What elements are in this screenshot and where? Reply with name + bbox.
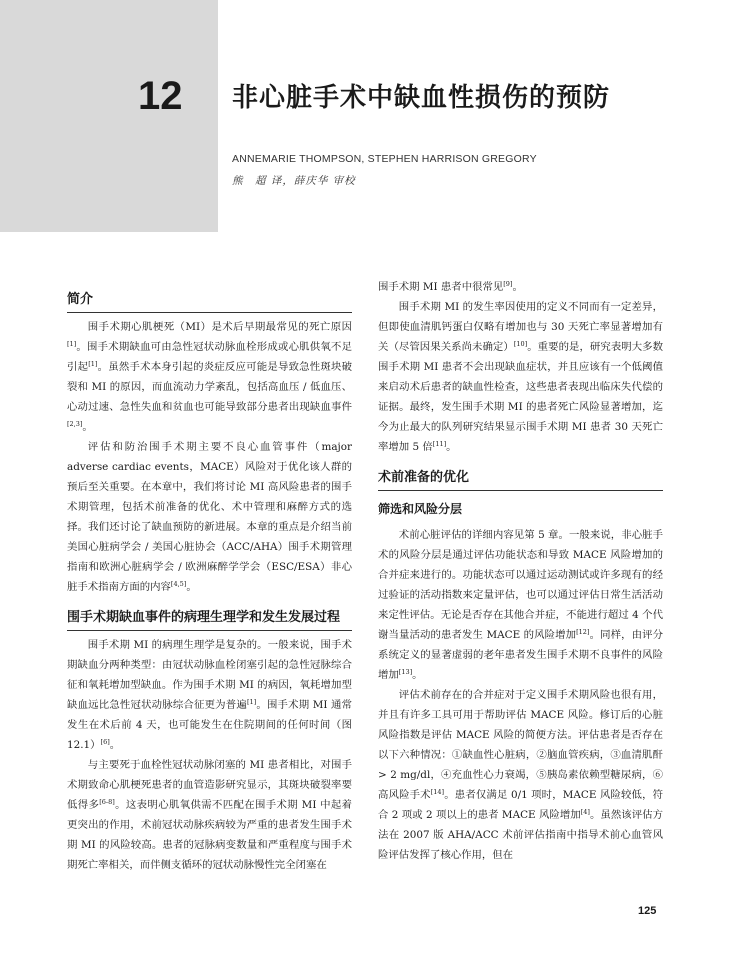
citation: [1]	[88, 360, 98, 368]
citation: [6]	[100, 738, 110, 746]
page-number: 125	[638, 905, 657, 917]
paragraph: 术前心脏评估的详细内容见第 5 章。一般来说，非心脏手术的风险分层是通过评估功能状态和导致 MACE 风险增加的合并症来进行的。功能状态可以通过运动测试或许多现有的经过验证的活动指数来定量评估，也可以通过评估日常生活活动来定性评估。无论是否存在其他合并症，不能进行超过 4 个代谢当量活动的患者发生 MACE 的风险增加[12]。同样，由评分系统定义的显著虚弱的老年患者发生围手术期不良事件的风险增加[13]。	[378, 529, 663, 681]
citation: [4]	[580, 808, 590, 816]
paragraph: 评估和防治围手术期主要不良心血管事件（major adverse cardiac events，MACE）风险对于优化该人群的预后至关重要。在本章中，我们将讨论 MI 高风险患者的围手术期管理，包括术前准备的优化、术中管理和麻醉方式的选择。我们还讨论了缺血预防的新进展。本章的重点是介绍当前美国心脏病学会 / 美国心脏协会（ACC/AHA）围手术期管理指南和欧洲心脏病学会 / 欧洲麻醉学学会（ESC/ESA）非心脏手术指南方面的内容[4,5]。	[67, 441, 352, 593]
citation: [6-8]	[99, 798, 115, 806]
paragraph: 围手术期 MI 的发生率因使用的定义不同而有一定差异，但即使血清肌钙蛋白仅略有增加也与 30 天死亡率显著增加有关（尽管因果关系尚未确定）[10]。重要的是，研究表明大多数围手术期 MI 患者不会出现缺血症状，并且应该有一个低阈值来启动术后患者的缺血性检查，这些患者表现出临床失代偿的证据。最终，发生围手术期 MI 的患者死亡风险显著增加，迄今为止最大的队列研究结果显示围手术期 MI 患者 30 天死亡率增加 5 倍[11]。	[378, 301, 663, 453]
citation: [12]	[576, 628, 590, 636]
citation: [1]	[246, 698, 257, 706]
section-heading-pathophysiology: 围手术期缺血事件的病理生理学和发生发展过程	[67, 608, 352, 631]
chapter-title: 非心脏手术中缺血性损伤的预防	[232, 83, 611, 113]
citation: [2,3]	[67, 420, 83, 428]
paragraph: 围手术期心肌梗死（MI）是术后早期最常见的死亡原因[1]。围手术期缺血可由急性冠状动脉血栓形成或心肌供氧不足引起[1]。虽然手术本身引起的炎症反应可能是导致急性斑块破裂和 MI 的原因，而血流动力学紊乱，包括高血压 / 低血压、心动过速、急性失血和贫血也可能导致部分患者出现缺血事件[2,3]。	[67, 321, 353, 433]
citation: [1]	[67, 340, 77, 348]
citation: [9]	[503, 280, 513, 288]
subsection-heading-screening: 筛选和风险分层	[378, 502, 463, 516]
citation: [11]	[432, 440, 447, 448]
section-heading-preop: 术前准备的优化	[378, 468, 663, 491]
citation: [14]	[430, 788, 445, 796]
citation: [13]	[398, 668, 413, 676]
citation: [4,5]	[170, 580, 187, 588]
paragraph: 围手术期 MI 的病理生理学是复杂的。一般来说，围手术期缺血分两种类型：由冠状动脉血栓闭塞引起的急性冠脉综合征和氧耗增加型缺血。作为围手术期 MI 的病因，氧耗增加型缺血远比急性冠状动脉综合征更为普遍[1]。围手术期 MI 通常发生在术后前 4 天，也可能发生在住院期间的任何时间（图 12.1）[6]。	[67, 639, 353, 751]
chapter-number-box	[0, 0, 218, 232]
citation: [10]	[513, 340, 528, 348]
paragraph-continued: 围手术期 MI 患者中很常见[9]。	[378, 280, 523, 293]
paragraph: 评估术前存在的合并症对于定义围手术期风险也很有用，并且有许多工具可用于帮助评估 MACE 风险。修订后的心脏风险指数是评估 MACE 风险的简便方法。评估患者是否存在以下六种情况：①缺血性心脏病，②脑血管疾病，③血清肌酐 > 2 mg/dl，④充血性心力衰竭，⑤胰岛素依赖型糖尿病，⑥高风险手术[14]。患者仅满足 0/1 项时，MACE 风险较低，符合 2 项或 2 项以上的患者 MACE 风险增加[4]。虽然该评估方法在 2007 版 AHA/ACC 术前评估指南中指导术前心血管风险评估发挥了核心作用，但在	[378, 689, 664, 861]
section-heading-intro: 简介	[67, 290, 352, 313]
paragraph: 与主要死于血栓性冠状动脉闭塞的 MI 患者相比，对围手术期致命心肌梗死患者的血管造影研究显示，其斑块破裂率要低得多[6-8]。这表明心肌氧供需不匹配在围手术期 MI 中起着更突出的作用，术前冠状动脉疾病较为严重的患者发生围手术期 MI 的风险较高。患者的冠脉病变数量和严重程度与围手术期死亡率相关，而伴侧支循环的冠状动脉慢性完全闭塞在	[67, 759, 352, 871]
chapter-translators: 熊 超 译，薛庆华 审校	[232, 175, 356, 187]
right-column	[378, 277, 663, 865]
left-column	[67, 290, 352, 875]
chapter-authors: ANNEMARIE THOMPSON, STEPHEN HARRISON GREGORY	[232, 153, 537, 165]
chapter-number: 12	[138, 74, 183, 118]
